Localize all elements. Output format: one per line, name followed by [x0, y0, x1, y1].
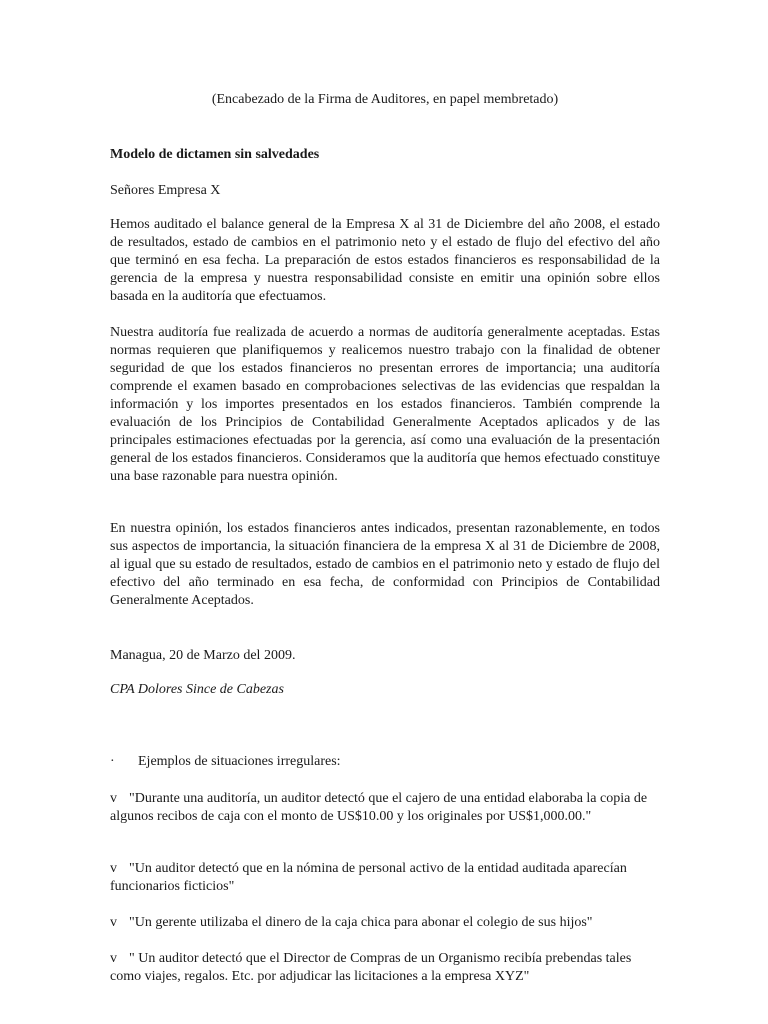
- example-item: [110, 950, 660, 986]
- checkmark-bullet-icon: v: [110, 951, 117, 966]
- example-item: [110, 790, 660, 826]
- example-item: [110, 914, 660, 932]
- bullet-icon: ·: [110, 754, 115, 769]
- checkmark-bullet-icon: v: [110, 791, 117, 806]
- examples-heading: [110, 754, 341, 770]
- signer-name: CPA Dolores Since de Cabezas: [110, 682, 284, 697]
- paragraph-opinion: En nuestra opinión, los estados financieros antes indicados, presentan razonablemente, en todos sus aspectos de importancia, la situación financiera de la empresa X al 31 de Diciembre de 2008, al igual que su estado de resultados, estado de cambios en el patrimonio neto y estado de flujo del efectivo del año terminado en esa fecha, de conformidad con Principios de Contabilidad Generalmente Aceptados.: [110, 521, 660, 608]
- example-item-text: "Un gerente utilizaba el dinero de la caja chica para abonar el colegio de sus hijos": [129, 915, 593, 930]
- checkmark-bullet-icon: v: [110, 915, 117, 930]
- paragraph-basis: Nuestra auditoría fue realizada de acuerdo a normas de auditoría generalmente aceptadas. Estas normas requieren que planifiquemos y realicemos nuestro trabajo con la finalidad de obtener seguridad de que los estados financieros no presentan errores de importancia; una auditoría comprende el examen basado en comprobaciones selectivas de las evidencias que respaldan la información y los importes presentados en los estados financieros. También comprende la evaluación de los Principios de Contabilidad Generalmente Aceptados aplicados y de las principales estimaciones efectuadas por la gerencia, así como una evaluación de la presentación general de los estados financieros. Consideramos que la auditoría que hemos efectuado constituye una base razonable para nuestra opinión.: [110, 325, 660, 484]
- example-item: [110, 860, 660, 896]
- letterhead-note: (Encabezado de la Firma de Auditores, en papel membretado): [211, 92, 559, 107]
- document-title: Modelo de dictamen sin salvedades: [110, 147, 320, 162]
- paragraph-scope: Hemos auditado el balance general de la Empresa X al 31 de Diciembre del año 2008, el estado de resultados, estado de cambios en el patrimonio neto y el estado de flujo del efectivo del año que terminó en esa fecha. La preparación de estos estados financieros es responsabilidad de la gerencia de la empresa y nuestra responsabilidad consiste en emitir una opinión sobre ellos basada en la auditoría que efectuamos.: [110, 217, 660, 304]
- salutation: Señores Empresa X: [110, 183, 221, 198]
- place-and-date: Managua, 20 de Marzo del 2009.: [110, 648, 296, 663]
- example-item-text: "Un auditor detectó que en la nómina de personal activo de la entidad auditada aparecían funcionarios ficticios": [110, 861, 627, 894]
- example-item-text: " Un auditor detectó que el Director de Compras de un Organismo recibía prebendas tales como viajes, regalos. Etc. por adjudicar las licitaciones a la empresa XYZ": [110, 951, 632, 984]
- checkmark-bullet-icon: v: [110, 861, 117, 876]
- example-item-text: "Durante una auditoría, un auditor detectó que el cajero de una entidad elaboraba la copia de algunos recibos de caja con el monto de US$10.00 y los originales por US$1,000.00.": [110, 791, 648, 824]
- examples-heading-text: Ejemplos de situaciones irregulares:: [138, 754, 341, 769]
